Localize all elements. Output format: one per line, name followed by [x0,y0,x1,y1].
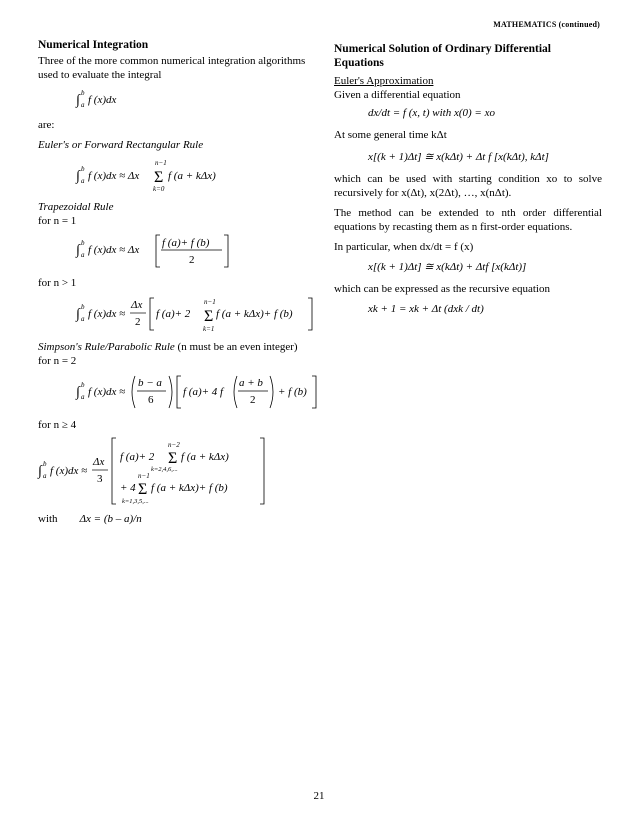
lower-limit: a [81,101,85,109]
numerical-integration-heading: Numerical Integration [38,39,149,51]
right-column [334,42,602,324]
trapezoidal-rule-title: Trapezoidal Rule [38,201,114,213]
ode-heading: Numerical Solution of Ordinary Differential Equations [334,43,551,69]
upper-limit: b [81,89,85,97]
integral-sign: ∫ [76,385,80,400]
right-bracket [224,235,228,267]
sigma-symbol: Σ [154,169,164,186]
simpson-n2-formula [38,372,308,412]
fraction-numerator: Δx [93,456,105,468]
lower-limit: a [81,393,85,401]
simp4-lhs: f (x)dx ≈ [50,465,88,477]
upper-limit: b [43,460,47,468]
with-label: with [38,513,58,525]
sum1-lower: k=2,4,6,... [151,466,178,473]
right-paren [169,376,172,408]
upper-limit: b [81,239,85,247]
euler-formula [38,156,308,194]
simp4-row1-tail: f (a + kΔx) [181,451,229,463]
fraction-denominator: 2 [135,316,141,328]
integral-sign: ∫ [38,464,42,479]
euler-rule-title: Euler's or Forward Rectangular Rule [38,139,204,151]
integral-sign: ∫ [76,93,80,108]
trapn-term1: f (a)+ 2 [156,308,191,320]
integral-formula [38,86,308,112]
sum-upper: n−1 [155,159,167,167]
lower-limit: a [81,177,85,185]
sum-lower: k=1 [203,325,215,333]
left-bracket [150,298,154,330]
right-bracket [260,438,264,504]
sigma1-symbol: Σ [168,450,178,467]
lower-limit: a [81,251,85,259]
general-time-text: At some general time kΔt [334,129,447,141]
euler-recursion-particular: x[(k + 1)Δt] ≅ x(kΔt) + Δtf [x(kΔt)] [368,261,527,273]
upper-limit: b [81,381,85,389]
left-bracket [156,235,160,267]
delta-x-definition: Δx = (b – a)/n [79,513,142,525]
fraction2-denominator: 2 [250,394,256,406]
lower-limit: a [43,472,47,480]
left-bracket [112,438,116,504]
simp2-lhs: f (x)dx ≈ [88,386,126,398]
are-text: are: [38,119,55,131]
simp4-row2: + 4 [120,482,136,494]
differential-equation: dx/dt = f (x, t) with x(0) = xo [368,107,495,119]
integral-sign: ∫ [76,169,80,184]
recursive-equation: xk + 1 = xk + Δt (dxk / dt) [368,303,484,315]
page-number: 21 [313,790,325,802]
particular-case-text: In particular, when dx/dt = f (x) [334,241,474,253]
fraction-numerator: Δx [131,299,143,311]
simp2-term1: f (a)+ 4 f [183,386,224,398]
upper-limit: b [81,303,85,311]
euler-recursion: x[(k + 1)Δt] ≅ x(kΔt) + Δt f [x(kΔt), kΔt] [368,151,549,163]
right-paren-inner [270,376,273,408]
simp2-term2: + f (b) [278,386,307,398]
left-paren [132,376,135,408]
left-column [38,38,308,526]
right-bracket [308,298,312,330]
lower-limit: a [81,315,85,323]
simp4-row1: f (a)+ 2 [120,451,155,463]
for-n-2: for n = 2 [38,355,77,367]
right-bracket [312,376,316,408]
fraction-denominator: 2 [189,254,195,266]
integral-sign: ∫ [76,243,80,258]
fraction-denominator: 3 [97,473,103,485]
trapn-term2: f (a + kΔx)+ f (b) [216,308,293,320]
recursive-equation-intro: which can be expressed as the recursive equation [334,283,550,295]
sum1-upper: n−2 [168,441,180,449]
fraction1-numerator: b − a [138,377,162,389]
fraction-numerator: f (a)+ f (b) [162,237,210,249]
euler-lhs: f (x)dx ≈ Δx [88,170,140,182]
integral-sign: ∫ [76,307,80,322]
fraction1-denominator: 6 [148,394,154,406]
left-bracket [177,376,181,408]
sum2-lower: k=1,3,5,... [122,498,149,505]
simp4-row2-tail: f (a + kΔx)+ f (b) [151,482,228,494]
trapn-lhs: f (x)dx ≈ [88,308,126,320]
given-text: Given a differential equation [334,89,461,101]
for-n-1: for n = 1 [38,215,77,227]
trapezoidal-n1-formula [38,232,308,270]
sigma-symbol: Σ [204,308,214,325]
upper-limit: b [81,165,85,173]
fraction2-numerator: a + b [239,377,263,389]
trapezoidal-n-formula [38,294,308,334]
left-paren-inner [234,376,237,408]
nth-order-text: The method can be extended to nth order differential equations by recasting them as n first-order equations. [334,207,602,233]
euler-rhs: f (a + kΔx) [168,170,216,182]
starting-condition-text: which can be used with starting condition xo to solve recursively for x(Δt), x(2Δt), …, x(nΔt). [334,173,602,199]
trap1-lhs: f (x)dx ≈ Δx [88,244,140,256]
sigma2-symbol: Σ [138,481,148,498]
simpson-n4-formula [38,436,308,506]
sum-upper: n−1 [204,298,216,306]
sum2-upper: n−1 [138,472,150,480]
simpson-note: (n must be an even integer) [177,341,298,353]
euler-approximation-heading: Euler's Approximation [334,75,434,87]
page-header: MATHEMATICS (continued) [493,20,600,29]
sum-lower: k=0 [153,185,165,193]
for-n-gt-1: for n > 1 [38,277,77,289]
intro-text: Three of the more common numerical integration algorithms used to evaluate the integral [38,55,306,81]
for-n-ge-4: for n ≥ 4 [38,419,77,431]
integrand: f (x)dx [88,94,117,106]
simpson-rule-title: Simpson's Rule/Parabolic Rule [38,341,175,353]
